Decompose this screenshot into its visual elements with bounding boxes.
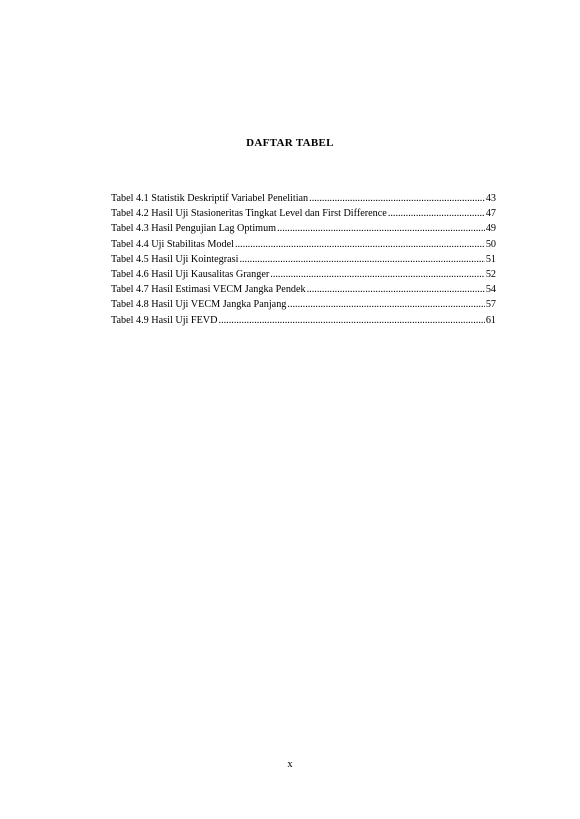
table-entry-label: Tabel 4.7 Hasil Estimasi VECM Jangka Pendek xyxy=(111,284,306,296)
table-list-item xyxy=(111,237,496,252)
table-entry-page: 43 xyxy=(485,193,496,204)
dot-leader xyxy=(307,282,485,297)
dot-leader xyxy=(309,191,485,206)
dot-leader xyxy=(287,297,484,312)
table-list-item xyxy=(111,282,496,297)
table-entry-label: Tabel 4.8 Hasil Uji VECM Jangka Panjang xyxy=(111,299,287,311)
dot-leader xyxy=(270,267,485,282)
table-entry-page: 52 xyxy=(485,268,496,280)
page-number: x xyxy=(287,759,293,770)
table-entry-page: 49 xyxy=(485,223,496,235)
dot-leader xyxy=(219,313,485,328)
table-list-item xyxy=(111,297,496,312)
table-entry-label: Tabel 4.3 Hasil Pengujian Lag Optimum xyxy=(111,223,277,235)
page-title: DAFTAR TABEL xyxy=(246,137,334,149)
table-entry-page: 57 xyxy=(485,299,496,311)
table-entry-label: Tabel 4.1 Statistik Deskriptif Variabel Penelitian xyxy=(111,193,309,204)
table-list xyxy=(111,191,496,328)
table-list-item xyxy=(111,221,496,236)
table-entry-page: 61 xyxy=(485,314,496,326)
dot-leader xyxy=(235,237,485,252)
table-list-item xyxy=(111,313,496,328)
table-list-item xyxy=(111,267,496,282)
table-entry-page: 50 xyxy=(485,238,496,250)
table-list-item xyxy=(111,252,496,267)
dot-leader xyxy=(388,206,485,221)
dot-leader xyxy=(239,252,484,267)
table-entry-page: 51 xyxy=(485,253,496,265)
table-entry-label: Tabel 4.6 Hasil Uji Kausalitas Granger xyxy=(111,268,270,280)
table-list-item xyxy=(111,191,496,206)
table-entry-label: Tabel 4.9 Hasil Uji FEVD xyxy=(111,314,218,326)
dot-leader xyxy=(277,221,485,236)
table-entry-label: Tabel 4.5 Hasil Uji Kointegrasi xyxy=(111,253,239,265)
table-entry-label: Tabel 4.4 Uji Stabilitas Model xyxy=(111,238,234,250)
table-list-item xyxy=(111,206,496,221)
table-entry-label: Tabel 4.2 Hasil Uji Stasioneritas Tingkat Level dan First Difference xyxy=(111,208,387,220)
table-entry-page: 54 xyxy=(485,284,496,296)
table-entry-page: 47 xyxy=(485,208,496,220)
